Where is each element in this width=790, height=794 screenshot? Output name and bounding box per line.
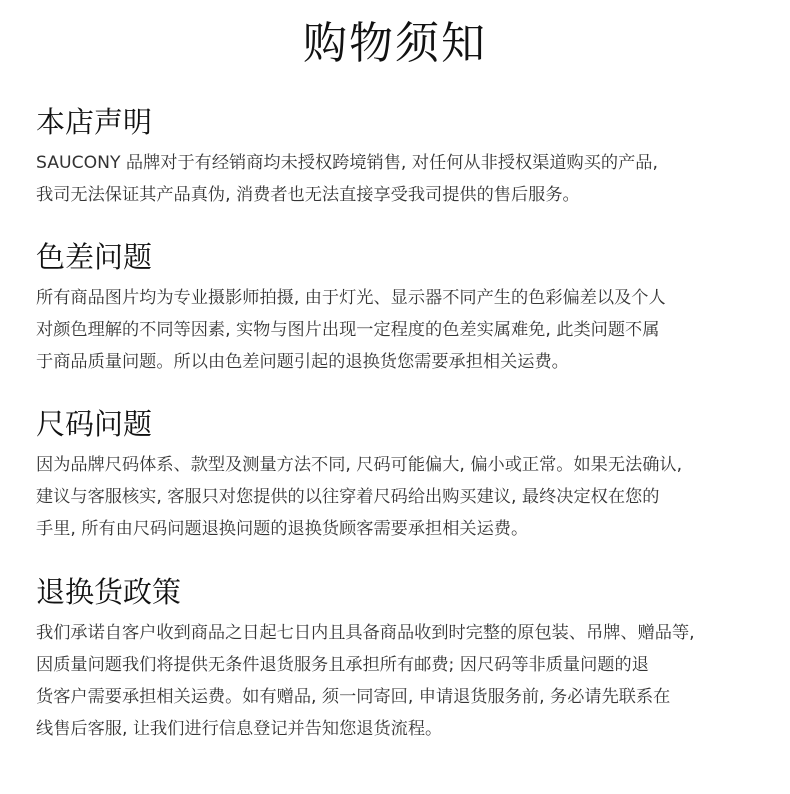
section-body bbox=[36, 449, 764, 545]
section-return-policy bbox=[36, 572, 764, 745]
body-line: 货客户需要承担相关运费。如有赠品, 须一同寄回, 申请退货服务前, 务必请先联系在 bbox=[36, 687, 671, 707]
body-line: 我司无法保证其产品真伪, 消费者也无法直接享受我司提供的售后服务。 bbox=[36, 185, 580, 205]
section-body bbox=[36, 147, 764, 211]
section-store-statement bbox=[36, 102, 764, 211]
body-line: 手里, 所有由尺码问题退换问题的退换货顾客需要承担相关运费。 bbox=[36, 519, 529, 539]
section-size-issue bbox=[36, 404, 764, 545]
section-body bbox=[36, 282, 764, 378]
section-heading: 退换货政策 bbox=[36, 575, 182, 609]
body-line: 因质量问题我们将提供无条件退货服务且承担所有邮费; 因尺码等非质量问题的退 bbox=[36, 655, 649, 675]
body-line: 建议与客服核实, 客服只对您提供的以往穿着尺码给出购买建议, 最终决定权在您的 bbox=[36, 487, 660, 507]
body-line: 线售后客服, 让我们进行信息登记并告知您退货流程。 bbox=[36, 719, 443, 739]
body-line: 于商品质量问题。所以由色差问题引起的退换货您需要承担相关运费。 bbox=[36, 352, 569, 372]
body-line: 我们承诺自客户收到商品之日起七日内且具备商品收到时完整的原包装、吊牌、赠品等, bbox=[36, 623, 695, 643]
section-heading: 本店声明 bbox=[36, 105, 153, 139]
body-line: 对颜色理解的不同等因素, 实物与图片出现一定程度的色差实属难免, 此类问题不属 bbox=[36, 320, 660, 340]
body-line: 所有商品图片均为专业摄影师拍摄, 由于灯光、显示器不同产生的色彩偏差以及个人 bbox=[36, 288, 666, 308]
section-color-difference bbox=[36, 237, 764, 378]
body-line: 因为品牌尺码体系、款型及测量方法不同, 尺码可能偏大, 偏小或正常。如果无法确认, bbox=[36, 455, 683, 475]
section-heading: 色差问题 bbox=[36, 240, 153, 274]
section-body bbox=[36, 617, 764, 745]
page-title: 购物须知 bbox=[303, 18, 487, 69]
body-line: SAUCONY 品牌对于有经销商均未授权跨境销售, 对任何从非授权渠道购买的产品, bbox=[36, 153, 658, 173]
section-heading: 尺码问题 bbox=[36, 407, 153, 441]
